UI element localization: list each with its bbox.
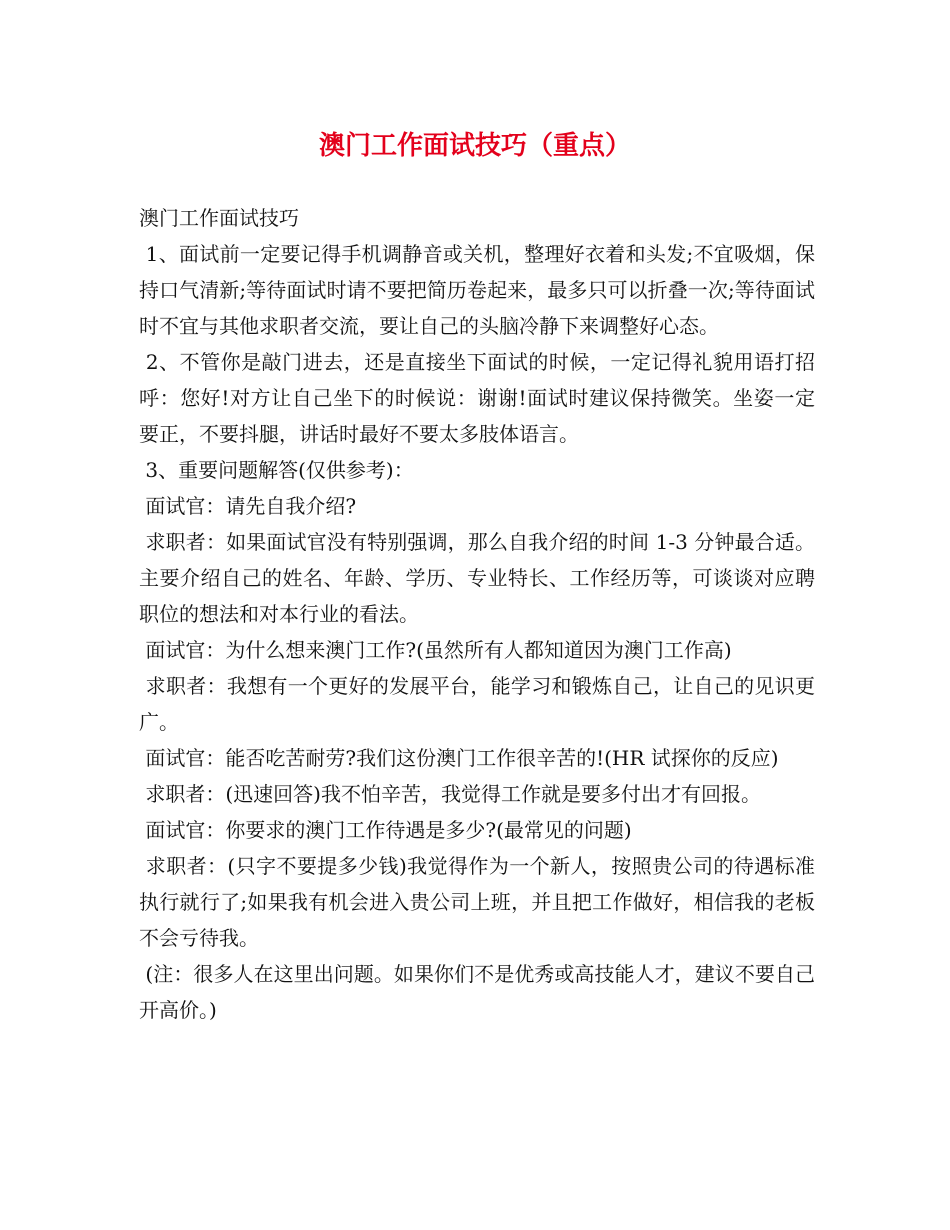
document-title: 澳门工作面试技巧（重点） xyxy=(318,131,631,161)
candidate-answer-4: 求职者：(只字不要提多少钱)我觉得作为一个新人，按照贵公司的待遇标准执行就行了;如果我有机会进入贵公司上班，并且把工作做好，相信我的老板不会亏待我。 xyxy=(139,854,816,950)
document-body xyxy=(139,200,815,1028)
section-heading: 澳门工作面试技巧 xyxy=(139,206,299,230)
tip-3-heading: 3、重要问题解答(仅供参考)： xyxy=(139,458,414,482)
tip-1-paragraph: 1、面试前一定要记得手机调静音或关机，整理好衣着和头发;不宜吸烟，保持口气清新;等待面试时请不要把简历卷起来，最多只可以折叠一次;等待面试时不宜与其他求职者交流，要让自己的头脑冷静下来调整好心态。 xyxy=(139,242,816,338)
interviewer-question-2: 面试官：为什么想来澳门工作?(虽然所有人都知道因为澳门工作高) xyxy=(139,638,732,662)
interviewer-question-3: 面试官：能否吃苦耐劳?我们这份澳门工作很辛苦的!(HR 试探你的反应) xyxy=(139,746,779,770)
candidate-answer-3: 求职者：(迅速回答)我不怕辛苦，我觉得工作就是要多付出才有回报。 xyxy=(139,782,761,806)
interviewer-question-4: 面试官：你要求的澳门工作待遇是多少?(最常见的问题) xyxy=(139,818,632,842)
tip-2-paragraph: 2、不管你是敲门进去，还是直接坐下面试的时候，一定记得礼貌用语打招呼：您好!对方让自己坐下的时候说：谢谢!面试时建议保持微笑。坐姿一定要正，不要抖腿，讲话时最好不要太多肢体语言。 xyxy=(139,350,815,446)
interviewer-question-1: 面试官：请先自我介绍? xyxy=(139,494,357,518)
candidate-answer-1: 求职者：如果面试官没有特别强调，那么自我介绍的时间 1-3 分钟最合适。主要介绍自己的姓名、年龄、学历、专业特长、工作经历等，可谈谈对应聘职位的想法和对本行业的看法。 xyxy=(139,530,816,626)
candidate-answer-2: 求职者：我想有一个更好的发展平台，能学习和锻炼自己，让自己的见识更广。 xyxy=(139,674,816,734)
note-paragraph: (注：很多人在这里出问题。如果你们不是优秀或高技能人才，建议不要自己开高价。) xyxy=(139,962,815,1022)
